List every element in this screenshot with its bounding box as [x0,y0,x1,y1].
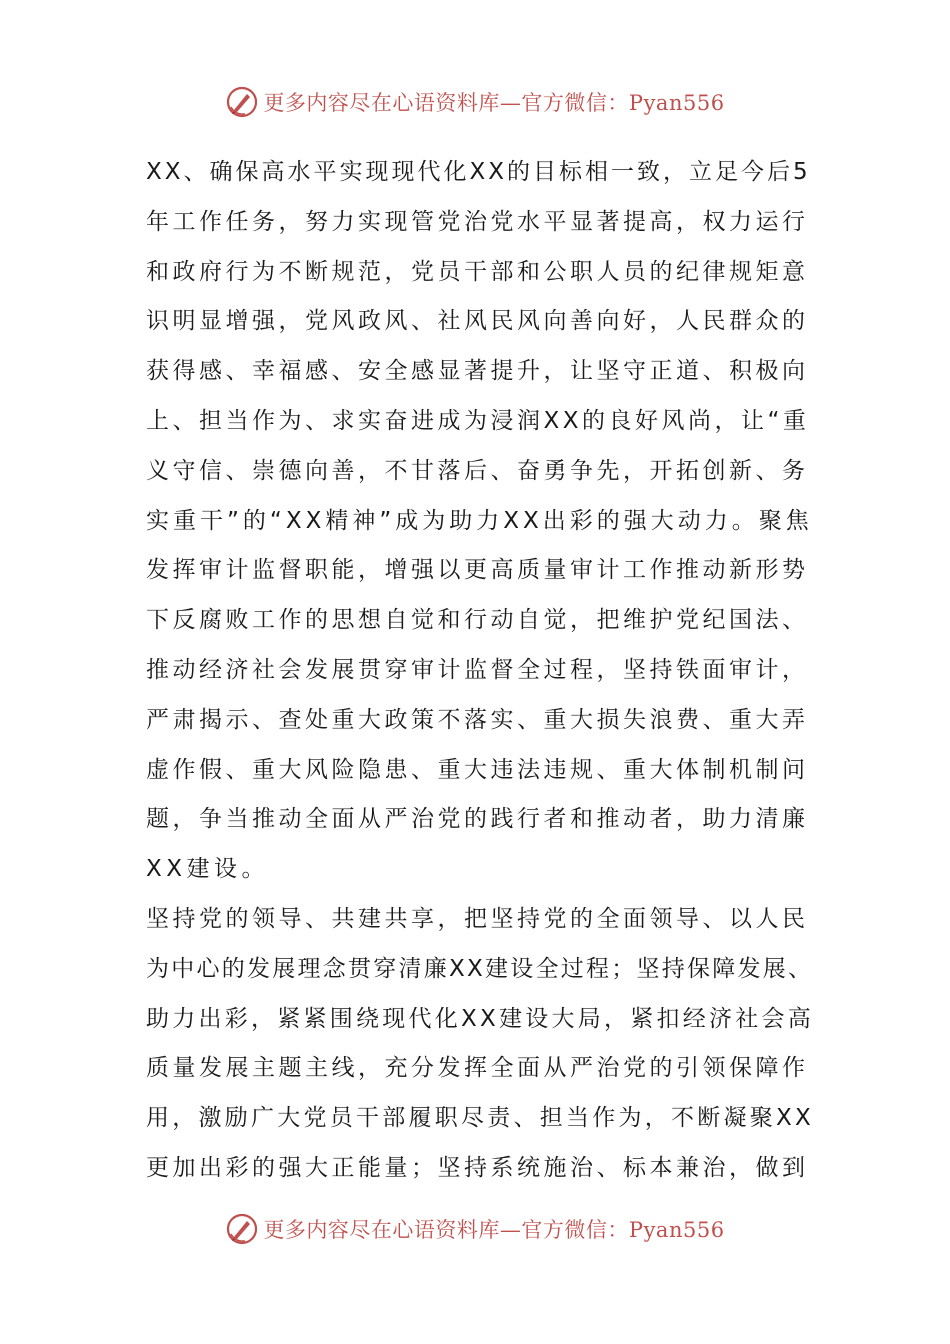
footer-watermark-text: 更多内容尽在心语资料库—官方微信：Pyan556 [263,1218,725,1242]
header-watermark-banner [0,82,950,122]
body-line: 年工作任务，努力实现管党治党水平显著提高，权力运行 [146,208,809,235]
body-line: 坚持党的领导、共建共享，把坚持党的全面领导、以人民 [146,905,809,932]
header-watermark-text: 更多内容尽在心语资料库—官方微信：Pyan556 [263,91,725,115]
body-line: 质量发展主题主线，充分发挥全面从严治党的引领保障作 [146,1055,809,1082]
pen-logo-icon [225,85,259,119]
body-line: 识明显增强，党风政风、社风民风向善向好，人民群众的 [146,308,809,335]
body-line: 虚作假、重大风险隐患、重大违法违规、重大体制机制问 [146,756,809,783]
body-line: 题，争当推动全面从严治党的践行者和推动者，助力清廉 [146,806,809,833]
body-line: XX、确保高水平实现现代化XX的目标相一致，立足今后5 [146,159,811,185]
body-line: 推动经济社会发展贯穿审计监督全过程，坚持铁面审计， [146,656,809,683]
body-line: 助力出彩，紧紧围绕现代化XX建设大局，紧扣经济社会高 [146,1005,815,1032]
body-line: 实重干”的“XX精神”成为助力XX出彩的强大动力。聚焦 [146,507,813,534]
body-line: 发挥审计监督职能，增强以更高质量审计工作推动新形势 [146,557,809,584]
body-line: 用，激励广大党员干部履职尽责、担当作为，不断凝聚XX [146,1105,815,1132]
body-line: 为中心的发展理念贯穿清廉XX建设全过程；坚持保障发展、 [146,955,814,982]
pen-logo-icon [225,1212,259,1246]
body-line: 和政府行为不断规范，党员干部和公职人员的纪律规矩意 [146,258,809,285]
body-line: 获得感、幸福感、安全感显著提升，让坚守正道、积极向 [146,358,809,385]
body-line: 上、担当作为、求实奋进成为浸润XX的良好风尚，让“重 [146,407,810,434]
body-line: 严肃揭示、查处重大政策不落实、重大损失浪费、重大弄 [146,706,809,733]
document-body [146,148,814,1194]
body-line: 义守信、崇德向善，不甘落后、奋勇争先，开拓创新、务 [146,457,809,484]
body-line: 更加出彩的强大正能量；坚持系统施治、标本兼治，做到 [146,1154,809,1181]
body-line: XX建设。 [146,856,270,883]
body-line: 下反腐败工作的思想自觉和行动自觉，把维护党纪国法、 [146,607,809,634]
footer-watermark-banner [0,1209,950,1249]
